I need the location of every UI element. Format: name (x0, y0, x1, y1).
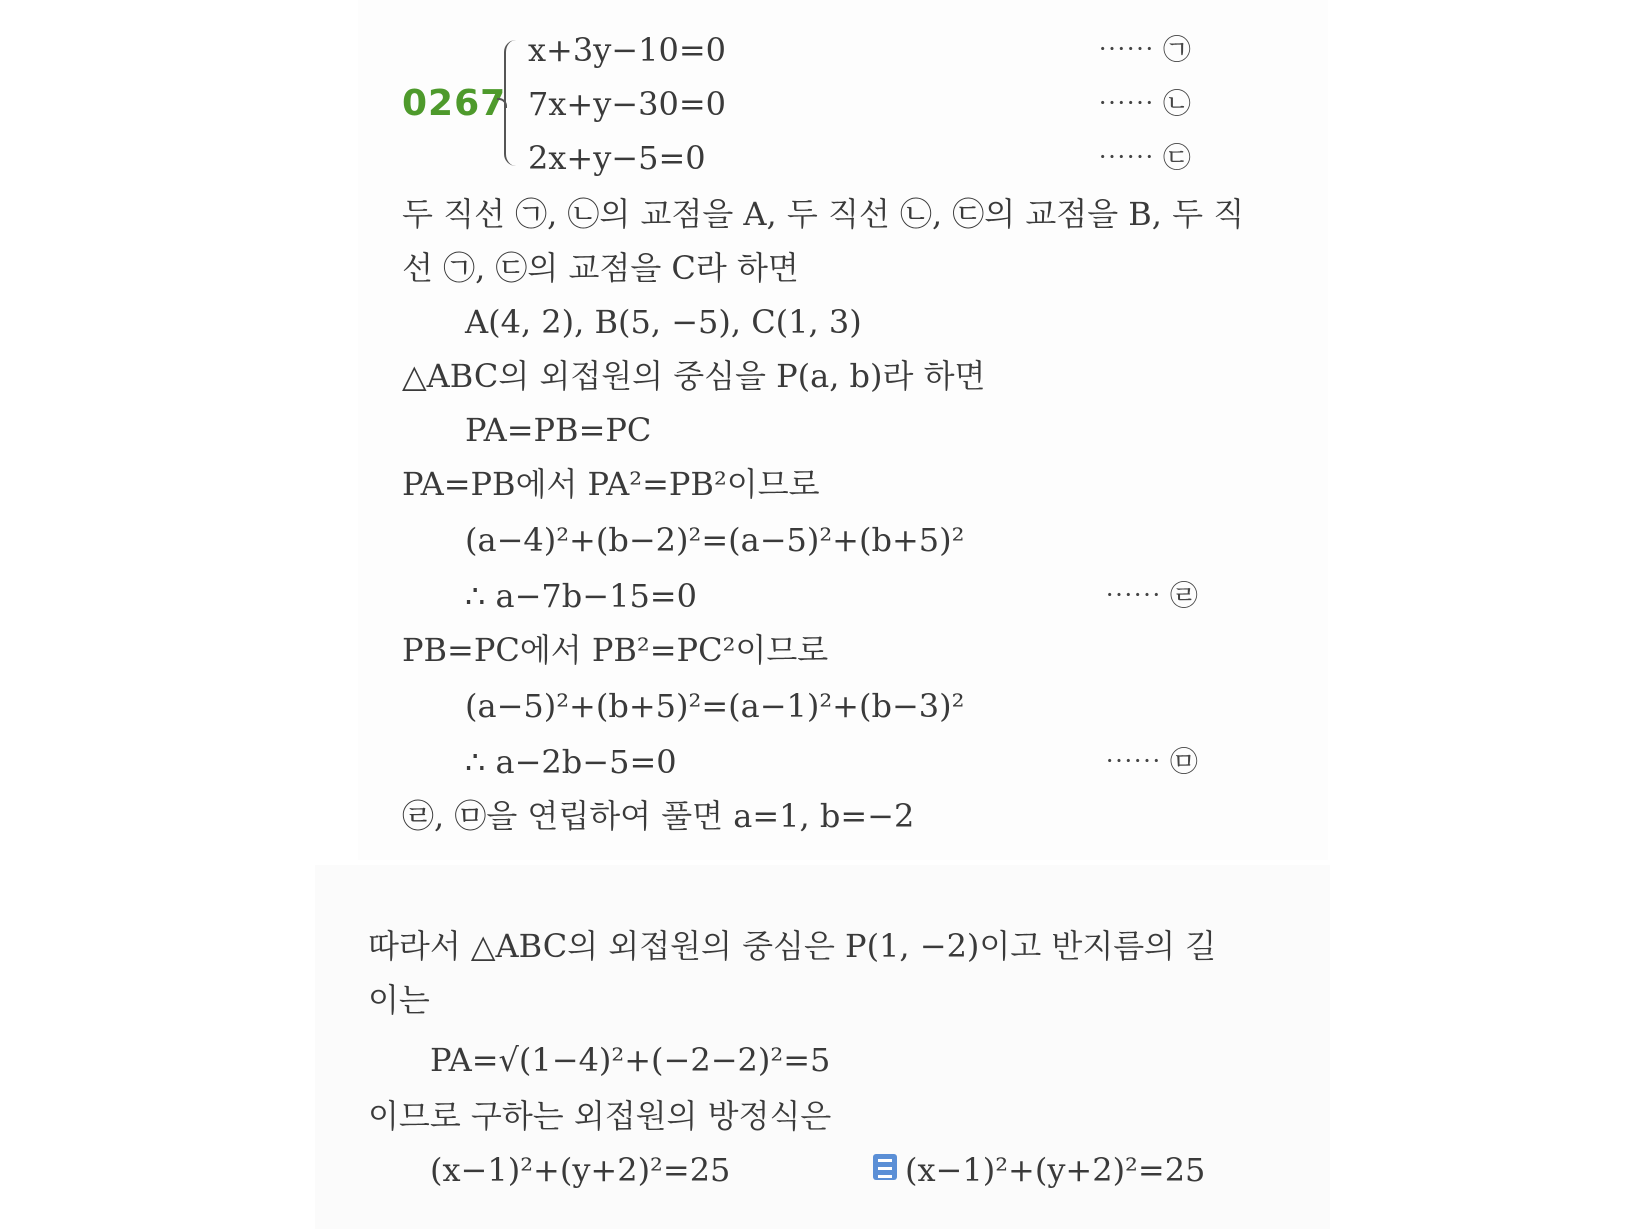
equation-3: 2x+y−5=0 (528, 139, 706, 177)
system-brace (504, 40, 520, 166)
equation-3-tag: ⋯⋯ ㉢ (1098, 141, 1191, 174)
equation-5-tag: ⋯⋯ ㉤ (1105, 745, 1198, 778)
points-line: A(4, 2), B(5, −5), C(1, 3) (465, 303, 862, 341)
text-line-2: 선 ㉠, ㉢의 교점을 C라 하면 (402, 249, 799, 287)
equation-1-tag: ⋯⋯ ㉠ (1098, 33, 1191, 66)
equal-segments: PA=PB=PC (465, 411, 652, 449)
text-line-pa-pb: PA=PB에서 PA²=PB²이므로 (402, 465, 820, 503)
equation-4-tag: ⋯⋯ ㉣ (1105, 579, 1198, 612)
solve-line: ㉣, ㉤을 연립하여 풀면 a=1, b=−2 (402, 797, 915, 835)
equation-pb-pc: (a−5)²+(b+5)²=(a−1)²+(b−3)² (465, 687, 965, 725)
result-equation-4: ∴ a−7b−15=0 (465, 577, 697, 615)
conclusion-line-1: 따라서 △ABC의 외접원의 중심은 P(1, −2)이고 반지름의 길 (368, 927, 1217, 965)
final-equation: (x−1)²+(y+2)²=25 (430, 1151, 731, 1189)
equation-pa-pb: (a−4)²+(b−2)²=(a−5)²+(b+5)² (465, 521, 965, 559)
answer-text: (x−1)²+(y+2)²=25 (905, 1151, 1206, 1189)
problem-number: 0267 (402, 83, 507, 124)
answer-icon (873, 1154, 897, 1180)
radius-equation: PA=√(1−4)²+(−2−2)²=5 (430, 1041, 831, 1079)
text-line-pb-pc: PB=PC에서 PB²=PC²이므로 (402, 631, 829, 669)
equation-1: x+3y−10=0 (528, 31, 726, 69)
text-line-center: △ABC의 외접원의 중심을 P(a, b)라 하면 (402, 357, 986, 395)
text-line-1: 두 직선 ㉠, ㉡의 교점을 A, 두 직선 ㉡, ㉢의 교점을 B, 두 직 (402, 195, 1245, 233)
conclusion-line-3: 이므로 구하는 외접원의 방정식은 (368, 1097, 832, 1135)
conclusion-line-2: 이는 (368, 981, 430, 1019)
equation-2-tag: ⋯⋯ ㉡ (1098, 87, 1191, 120)
equation-2: 7x+y−30=0 (528, 85, 726, 123)
result-equation-5: ∴ a−2b−5=0 (465, 743, 677, 781)
